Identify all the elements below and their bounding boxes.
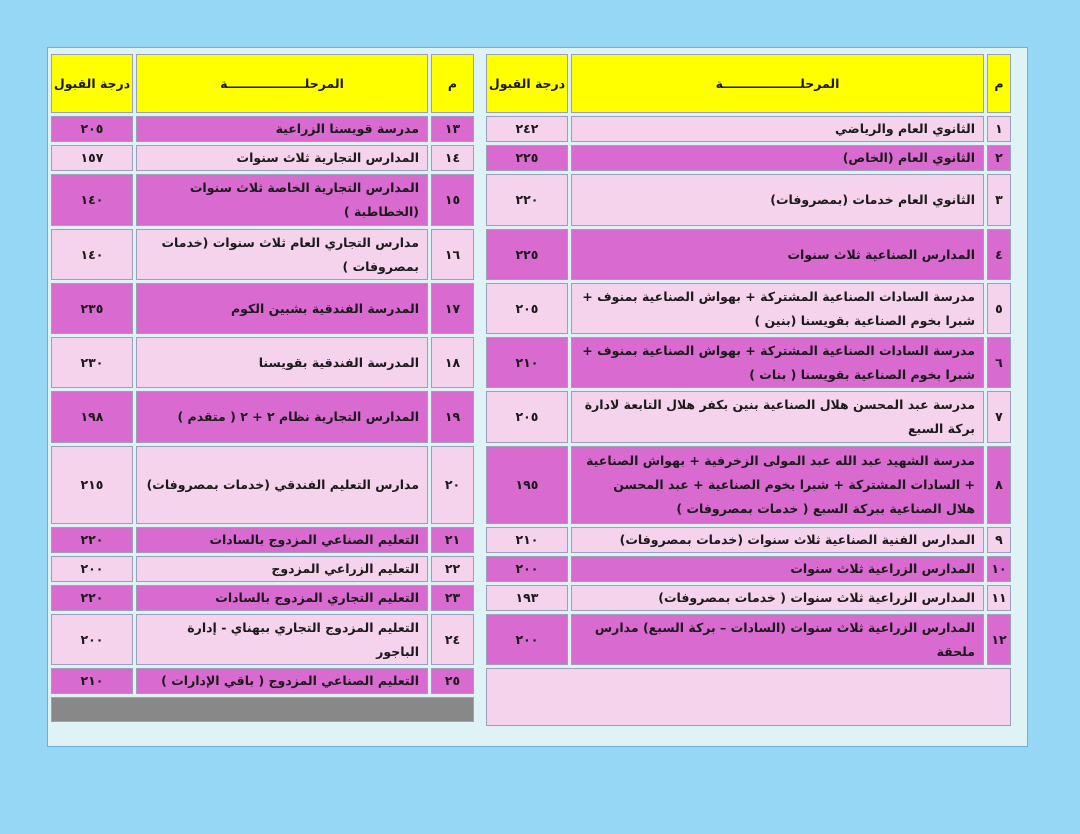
table-row	[486, 229, 1011, 280]
row-stage: المدارس الفنية الصناعية ثلاث سنوات (خدمات بمصروفات)	[571, 527, 984, 553]
row-number: ١٧	[431, 283, 474, 334]
row-stage: مدرسة السادات الصناعية المشتركة + بهواش الصناعية بمنوف + شبرا بخوم الصناعية بقويسنا (بنين )	[571, 283, 984, 334]
table-row	[51, 116, 474, 142]
table-row	[486, 527, 1011, 553]
row-score: ٢٢٠	[51, 527, 133, 553]
table-row	[51, 174, 474, 226]
row-number: ١٤	[431, 145, 474, 171]
empty-row	[51, 697, 474, 722]
header-stage: المرحلــــــــــــــــــة	[571, 54, 984, 113]
row-number: ٢	[987, 145, 1011, 171]
header-index: م	[987, 54, 1011, 113]
empty-row	[486, 668, 1011, 726]
row-score: ٢٢٠	[486, 174, 568, 226]
row-stage: مدرسة الشهيد عبد الله عبد المولى الزخرفية + بهواش الصناعية + السادات المشتركة + شبرا بخوم الصناعية + عبد المحسن هلال الصناعية ببركة السبع ( خدمات بمصروفات )	[571, 446, 984, 524]
row-score: ١٤٠	[51, 229, 133, 280]
row-score: ٢٣٥	[51, 283, 133, 334]
header-score: درجة القبول	[51, 54, 133, 113]
row-score: ٢١٥	[51, 446, 133, 524]
row-stage: المدارس الزراعية ثلاث سنوات (السادات – بركة السبع) مدارس ملحقة	[571, 614, 984, 665]
row-number: ٢٣	[431, 585, 474, 611]
row-stage: التعليم الصناعي المزدوج بالسادات	[136, 527, 428, 553]
table-row	[486, 446, 1011, 524]
header-score: درجة القبول	[486, 54, 568, 113]
row-stage: مدرسة السادات الصناعية المشتركة + بهواش الصناعية بمنوف + شبرا بخوم الصناعية بقويسنا ( بنات )	[571, 337, 984, 388]
table-row	[486, 556, 1011, 582]
row-score: ٢٣٠	[51, 337, 133, 388]
table-row	[51, 446, 474, 524]
table-row	[51, 585, 474, 611]
row-number: ٢٥	[431, 668, 474, 694]
table-row	[51, 614, 474, 665]
row-score: ١٩٣	[486, 585, 568, 611]
row-stage: مدارس التجاري العام ثلاث سنوات (خدمات بمصروفات )	[136, 229, 428, 280]
row-stage: الثانوي العام خدمات (بمصروفات)	[571, 174, 984, 226]
table-row	[486, 283, 1011, 334]
row-score: ٢٠٠	[51, 614, 133, 665]
row-score: ٢٠٥	[486, 391, 568, 443]
empty-filler-cell	[486, 668, 1011, 726]
gray-filler-cell	[51, 697, 474, 722]
table-row	[486, 116, 1011, 142]
row-score: ٢٠٠	[486, 556, 568, 582]
row-stage: التعليم الزراعي المزدوج	[136, 556, 428, 582]
row-score: ٢١٠	[486, 337, 568, 388]
row-stage: المدارس التجارية ثلاث سنوات	[136, 145, 428, 171]
header-index: م	[431, 54, 474, 113]
row-score: ٢٠٠	[51, 556, 133, 582]
row-stage: المدارس الصناعية ثلاث سنوات	[571, 229, 984, 280]
row-number: ٢٢	[431, 556, 474, 582]
row-score: ١٩٨	[51, 391, 133, 443]
row-stage: المدارس التجارية نظام ٢ + ٢ ( متقدم )	[136, 391, 428, 443]
row-stage: الثانوي العام والرياضي	[571, 116, 984, 142]
admission-table-right	[483, 51, 1014, 729]
row-score: ٢١٠	[486, 527, 568, 553]
row-stage: المدرسة الفندقية بشبين الكوم	[136, 283, 428, 334]
header-row	[486, 54, 1011, 113]
row-number: ١٨	[431, 337, 474, 388]
row-stage: الثانوي العام (الخاص)	[571, 145, 984, 171]
row-number: ٣	[987, 174, 1011, 226]
row-score: ٢٢٠	[51, 585, 133, 611]
row-number: ٢١	[431, 527, 474, 553]
admission-scores-frame	[47, 47, 1028, 747]
row-stage: مدرسة قويسنا الزراعية	[136, 116, 428, 142]
row-stage: مدرسة عبد المحسن هلال الصناعية بنين بكفر هلال التابعة لادارة بركة السبع	[571, 391, 984, 443]
header-stage: المرحلــــــــــــــــــة	[136, 54, 428, 113]
row-number: ١٥	[431, 174, 474, 226]
row-score: ٢٠٠	[486, 614, 568, 665]
row-score: ٢١٠	[51, 668, 133, 694]
row-number: ١٦	[431, 229, 474, 280]
row-stage: المدرسة الفندقية بقويسنا	[136, 337, 428, 388]
row-number: ١٣	[431, 116, 474, 142]
row-stage: التعليم المزدوج التجاري ببهناي - إدارة الباجور	[136, 614, 428, 665]
row-stage: التعليم التجاري المزدوج بالسادات	[136, 585, 428, 611]
row-number: ١٠	[987, 556, 1011, 582]
row-stage: المدارس التجارية الخاصة ثلاث سنوات (الخطاطبة )	[136, 174, 428, 226]
table-row	[51, 556, 474, 582]
row-score: ١٥٧	[51, 145, 133, 171]
table-row	[51, 391, 474, 443]
table-row	[51, 668, 474, 694]
row-score: ٢٢٥	[486, 229, 568, 280]
table-row	[486, 585, 1011, 611]
table-row	[486, 614, 1011, 665]
row-number: ٧	[987, 391, 1011, 443]
row-stage: مدارس التعليم الفندقي (خدمات بمصروفات)	[136, 446, 428, 524]
row-number: ١٢	[987, 614, 1011, 665]
row-score: ١٩٥	[486, 446, 568, 524]
table-row	[51, 229, 474, 280]
table-row	[51, 337, 474, 388]
row-number: ٥	[987, 283, 1011, 334]
header-row	[51, 54, 474, 113]
row-stage: التعليم الصناعي المزدوج ( باقي الإدارات )	[136, 668, 428, 694]
row-score: ٢٠٥	[486, 283, 568, 334]
row-number: ١٩	[431, 391, 474, 443]
row-score: ٢٢٥	[486, 145, 568, 171]
table-row	[486, 174, 1011, 226]
row-score: ٢٤٢	[486, 116, 568, 142]
row-number: ٦	[987, 337, 1011, 388]
table-row	[51, 527, 474, 553]
row-number: ١	[987, 116, 1011, 142]
table-row	[486, 337, 1011, 388]
table-row	[486, 145, 1011, 171]
table-row	[51, 145, 474, 171]
table-row	[486, 391, 1011, 443]
table-row	[51, 283, 474, 334]
row-score: ١٤٠	[51, 174, 133, 226]
row-number: ٢٠	[431, 446, 474, 524]
row-stage: المدارس الزراعية ثلاث سنوات ( خدمات بمصروفات)	[571, 585, 984, 611]
row-number: ٤	[987, 229, 1011, 280]
row-score: ٢٠٥	[51, 116, 133, 142]
row-number: ٢٤	[431, 614, 474, 665]
row-stage: المدارس الزراعية ثلاث سنوات	[571, 556, 984, 582]
row-number: ٨	[987, 446, 1011, 524]
admission-table-left	[48, 51, 477, 725]
row-number: ٩	[987, 527, 1011, 553]
row-number: ١١	[987, 585, 1011, 611]
